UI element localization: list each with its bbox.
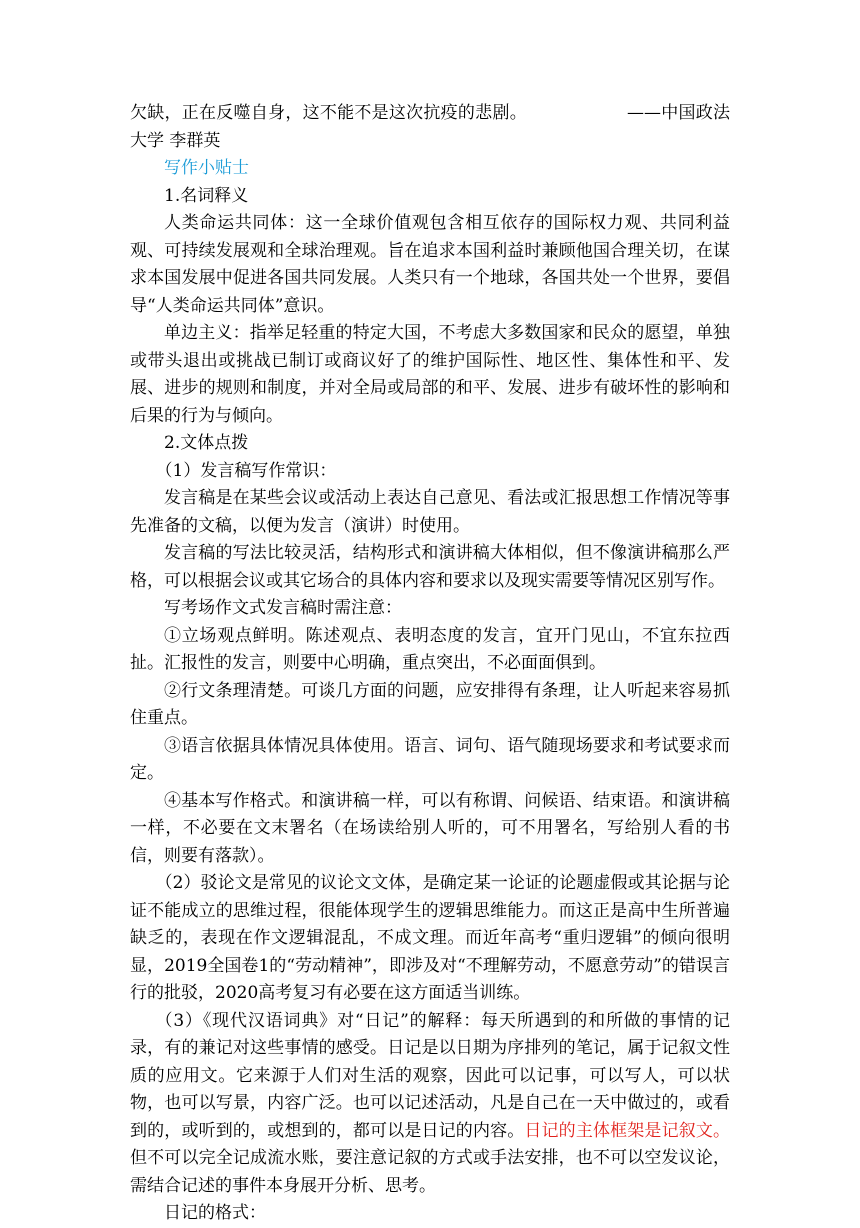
section-heading-2: 2.文体点拨 (164, 433, 249, 453)
paragraph-unilateralism: 单边主义：指举足轻重的特定大国，不考虑大多数国家和民众的愿望，单独或带头退出或挑战已制订或商议好了的维护国际性、地区性、集体性和平、发展、进步的规则和制度，并对全局或局部的和平、发展、进步有破坏性的影响和后果的行为与倾向。 (130, 323, 730, 426)
paragraph-community: 人类命运共同体：这一全球价值观包含相互依存的国际权力观、共同利益观、可持续发展观和全球治理观。旨在追求本国利益时兼顾他国合理关切，在谋求本国发展中促进各国共同发展。人类只有一个地球，各国共处一个世界，要倡导“人类命运共同体”意识。 (130, 213, 730, 316)
paragraph-speech-3: 写考场作文式发言稿时需注意： (164, 598, 402, 618)
paragraph-refutation: （2）驳论文是常见的议论文文体，是确定某一论证的论题虚假或其论据与论证不能成立的思维过程，很能体现学生的逻辑思维能力。而这正是高中生所普遍缺乏的，表现在作文逻辑混乱，不成文理。而近年高考“重归逻辑”的倾向很明显，2019全国卷1的“劳动精神”，即涉及对“不理解劳动，不愿意劳动”的错误言行的批驳，2020高考复习有必要在这方面适当训练。 (130, 873, 730, 1003)
intro-signature: ——中国政法大学 李群英 (130, 103, 731, 151)
diary-highlight: 日记的主体框架是记叙文。 (524, 1120, 731, 1141)
paragraph-diary: （3）《现代汉语词典》对“日记”的解释：每天所遇到的和所做的事情的记录，有的兼记对这些事情的感受。日记是以日期为序排列的笔记，属于记叙文性质的应用文。它来源于人们对生活的观察，因此可以记事，可以写人，可以状物，也可以写景，内容广泛。也可以记述活动，凡是自己在一天中做过的，或看到的，或听到的，或想到的，都可以是日记的内容。日记的主体框架是记叙文。但不可以完全记成流水账，要注意记叙的方式或手法安排，也不可以空发议论，需结合记述的事件本身展开分析、思考。 (130, 1010, 731, 1196)
intro-paragraph (130, 100, 730, 155)
intro-text: 欠缺，正在反噬自身，这不能不是这次抗疫的悲剧。 (130, 103, 527, 123)
paragraph-diary-format: 日记的格式： (164, 1203, 266, 1223)
tips-title: 写作小贴士 (164, 158, 249, 178)
note-item-3: ③语言依据具体情况具体使用。语言、词句、语气随现场要求和考试要求而定。 (130, 735, 730, 783)
note-item-1: ①立场观点鲜明。陈述观点、表明态度的发言，宜开门见山，不宜东拉西扯。汇报性的发言，则要中心明确，重点突出，不必面面俱到。 (130, 625, 730, 673)
document-body (130, 100, 730, 1228)
note-item-2: ②行文条理清楚。可谈几方面的问题，应安排得有条理，让人听起来容易抓住重点。 (130, 680, 730, 728)
subheading-1: （1）发言稿写作常识： (155, 460, 337, 481)
paragraph-speech-1: 发言稿是在某些会议或活动上表达自己意见、看法或汇报思想工作情况等事先准备的文稿，以便为发言（演讲）时使用。 (130, 488, 730, 536)
paragraph-speech-2: 发言稿的写法比较灵活，结构形式和演讲稿大体相似，但不像演讲稿那么严格，可以根据会议或其它场合的具体内容和要求以及现实需要等情况区别写作。 (130, 543, 730, 591)
note-item-4: ④基本写作格式。和演讲稿一样，可以有称谓、问候语、结束语。和演讲稿一样，不必要在文末署名（在场读给别人听的，可不用署名，写给别人看的书信，则要有落款）。 (130, 790, 730, 866)
section-heading-1: 1.名词释义 (164, 185, 249, 206)
